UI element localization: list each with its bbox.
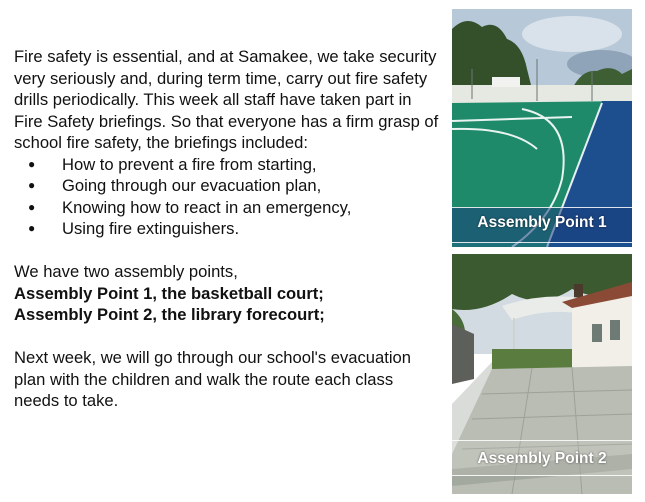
- list-item: ● Using fire extinguishers.: [14, 218, 442, 240]
- assembly-intro: We have two assembly points,: [14, 262, 238, 281]
- list-item: ● Going through our evacuation plan,: [14, 175, 442, 197]
- closing-paragraph: Next week, we will go through our school's evacuation plan with the children and walk the route each class needs to take.: [14, 348, 412, 410]
- briefing-list: [14, 154, 442, 240]
- list-item: ● Knowing how to react in an emergency,: [14, 197, 442, 219]
- assembly-point-2-text: Assembly Point 2, the library forecourt;: [14, 305, 325, 324]
- assembly-point-1-text: Assembly Point 1, the basketball court;: [14, 283, 324, 303]
- assembly-point-2-caption: Assembly Point 2: [477, 450, 607, 467]
- list-item: ● How to prevent a fire from starting,: [14, 154, 442, 176]
- library-forecourt-photo: [452, 254, 632, 494]
- basketball-court-photo: [452, 9, 632, 247]
- intro-paragraph: Fire safety is essential, and at Samakee, we take security very seriously and, during term time, carry out fire safety drills periodically. This week all staff have taken part in Fire Safety briefings. So that everyone has a firm grasp of school fire safety, the briefings included:: [14, 47, 439, 152]
- article-text: [14, 46, 442, 412]
- assembly-point-1-caption: Assembly Point 1: [477, 214, 607, 231]
